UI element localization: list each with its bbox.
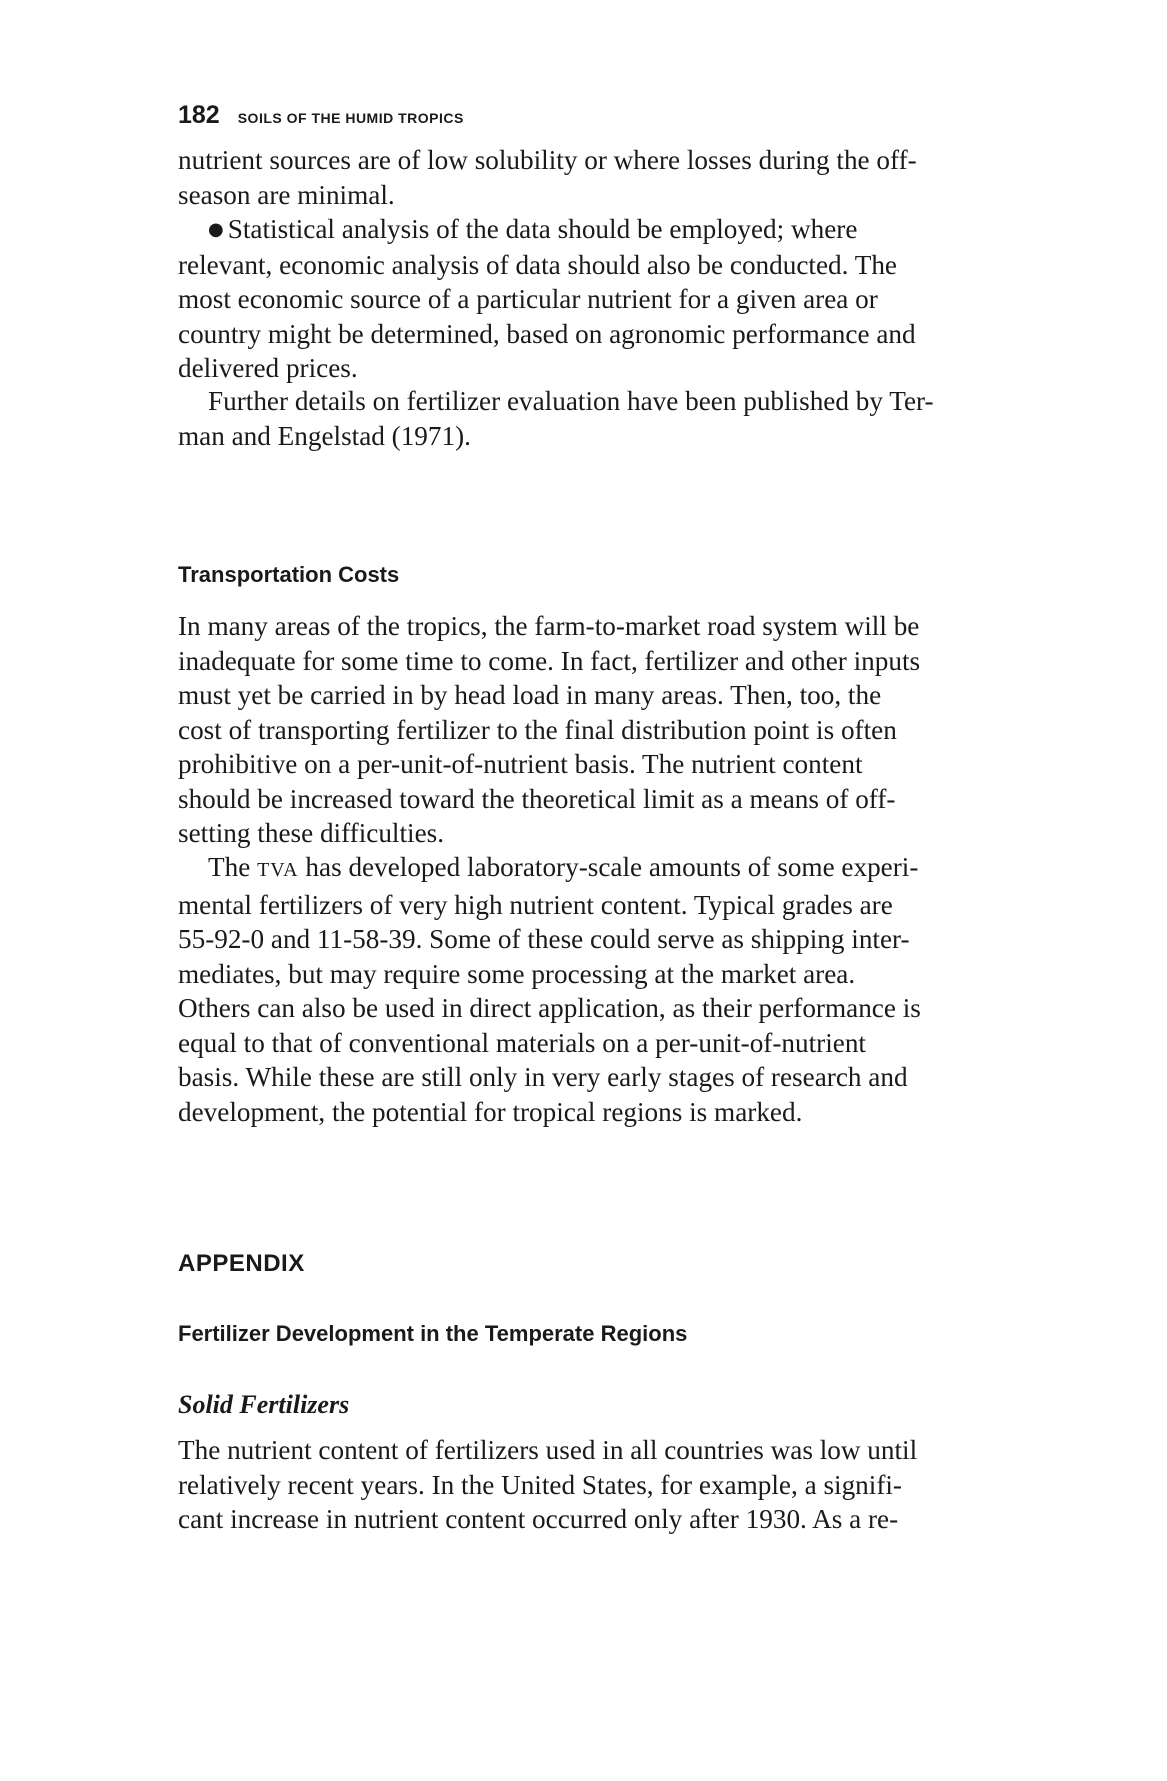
subheading-fertilizer-development: Fertilizer Development in the Temperate Regions <box>178 1321 688 1346</box>
text-segment: The <box>208 852 258 882</box>
subsubheading-solid-fertilizers: Solid Fertilizers <box>178 1390 350 1419</box>
text-line: inadequate for some time to come. In fact, fertilizer and other inputs <box>178 645 921 676</box>
text-line: mental fertilizers of very high nutrient content. Typical grades are <box>178 889 893 920</box>
text-line: basis. While these are still only in very early stages of research and <box>178 1062 908 1092</box>
text-line: Further details on fertilizer evaluation have been published by Ter- <box>208 386 934 416</box>
further-details-paragraph <box>178 384 1042 453</box>
bullet-icon: ● <box>208 219 224 240</box>
text-line: cant increase in nutrient content occurred only after 1930. As a re- <box>178 1504 899 1534</box>
transportation-paragraph-1 <box>178 609 1042 851</box>
text-line <box>178 850 1042 888</box>
text-line: delivered prices. <box>178 353 358 383</box>
text-line: relatively recent years. In the United States, for example, a signifi- <box>178 1469 902 1500</box>
text-line: must yet be carried in by head load in many areas. Then, too, the <box>178 680 882 710</box>
bullet-item <box>178 212 1042 248</box>
text-line: season are minimal. <box>178 179 395 210</box>
text-line: nutrient sources are of low solubility or where losses during the off- <box>178 145 917 175</box>
running-title: SOILS OF THE HUMID TROPICS <box>237 110 464 126</box>
text-segment: has developed laboratory-scale amounts of some experi- <box>298 852 919 882</box>
text-line: setting these difficulties. <box>178 818 445 848</box>
text-line: 55-92-0 and 11-58-39. Some of these could serve as shipping inter- <box>178 924 910 954</box>
bullet-continuation-paragraph <box>178 143 1042 386</box>
text-line: relevant, economic analysis of data should also be conducted. The <box>178 249 897 280</box>
text-line: should be increased toward the theoretical limit as a means of off- <box>178 783 896 814</box>
text-line: The nutrient content of fertilizers used in all countries was low until <box>178 1435 918 1465</box>
text-line: cost of transporting fertilizer to the final distribution point is often <box>178 714 897 745</box>
text-line: man and Engelstad (1971). <box>178 420 471 451</box>
text-line: development, the potential for tropical regions is marked. <box>178 1096 803 1127</box>
text-line: prohibitive on a per-unit-of-nutrient basis. The nutrient content <box>178 749 863 779</box>
text-line: equal to that of conventional materials on a per-unit-of-nutrient <box>178 1027 866 1058</box>
solid-fertilizers-paragraph <box>178 1433 1042 1537</box>
transportation-paragraph-2 <box>178 850 1042 1129</box>
page-number: 182 <box>178 101 220 129</box>
text-line: Statistical analysis of the data should be employed; where <box>227 214 858 244</box>
appendix-heading: APPENDIX <box>178 1250 305 1277</box>
text-line: In many areas of the tropics, the farm-to-market road system will be <box>178 611 920 641</box>
text-line: mediates, but may require some processing at the market area. <box>178 958 856 989</box>
running-head <box>178 101 464 130</box>
text-line: most economic source of a particular nutrient for a given area or <box>178 284 878 314</box>
section-heading-transportation-costs: Transportation Costs <box>178 562 400 587</box>
text-line: country might be determined, based on agronomic performance and <box>178 318 916 349</box>
tva-abbreviation: TVA <box>257 859 299 881</box>
text-line: Others can also be used in direct application, as their performance is <box>178 993 921 1023</box>
